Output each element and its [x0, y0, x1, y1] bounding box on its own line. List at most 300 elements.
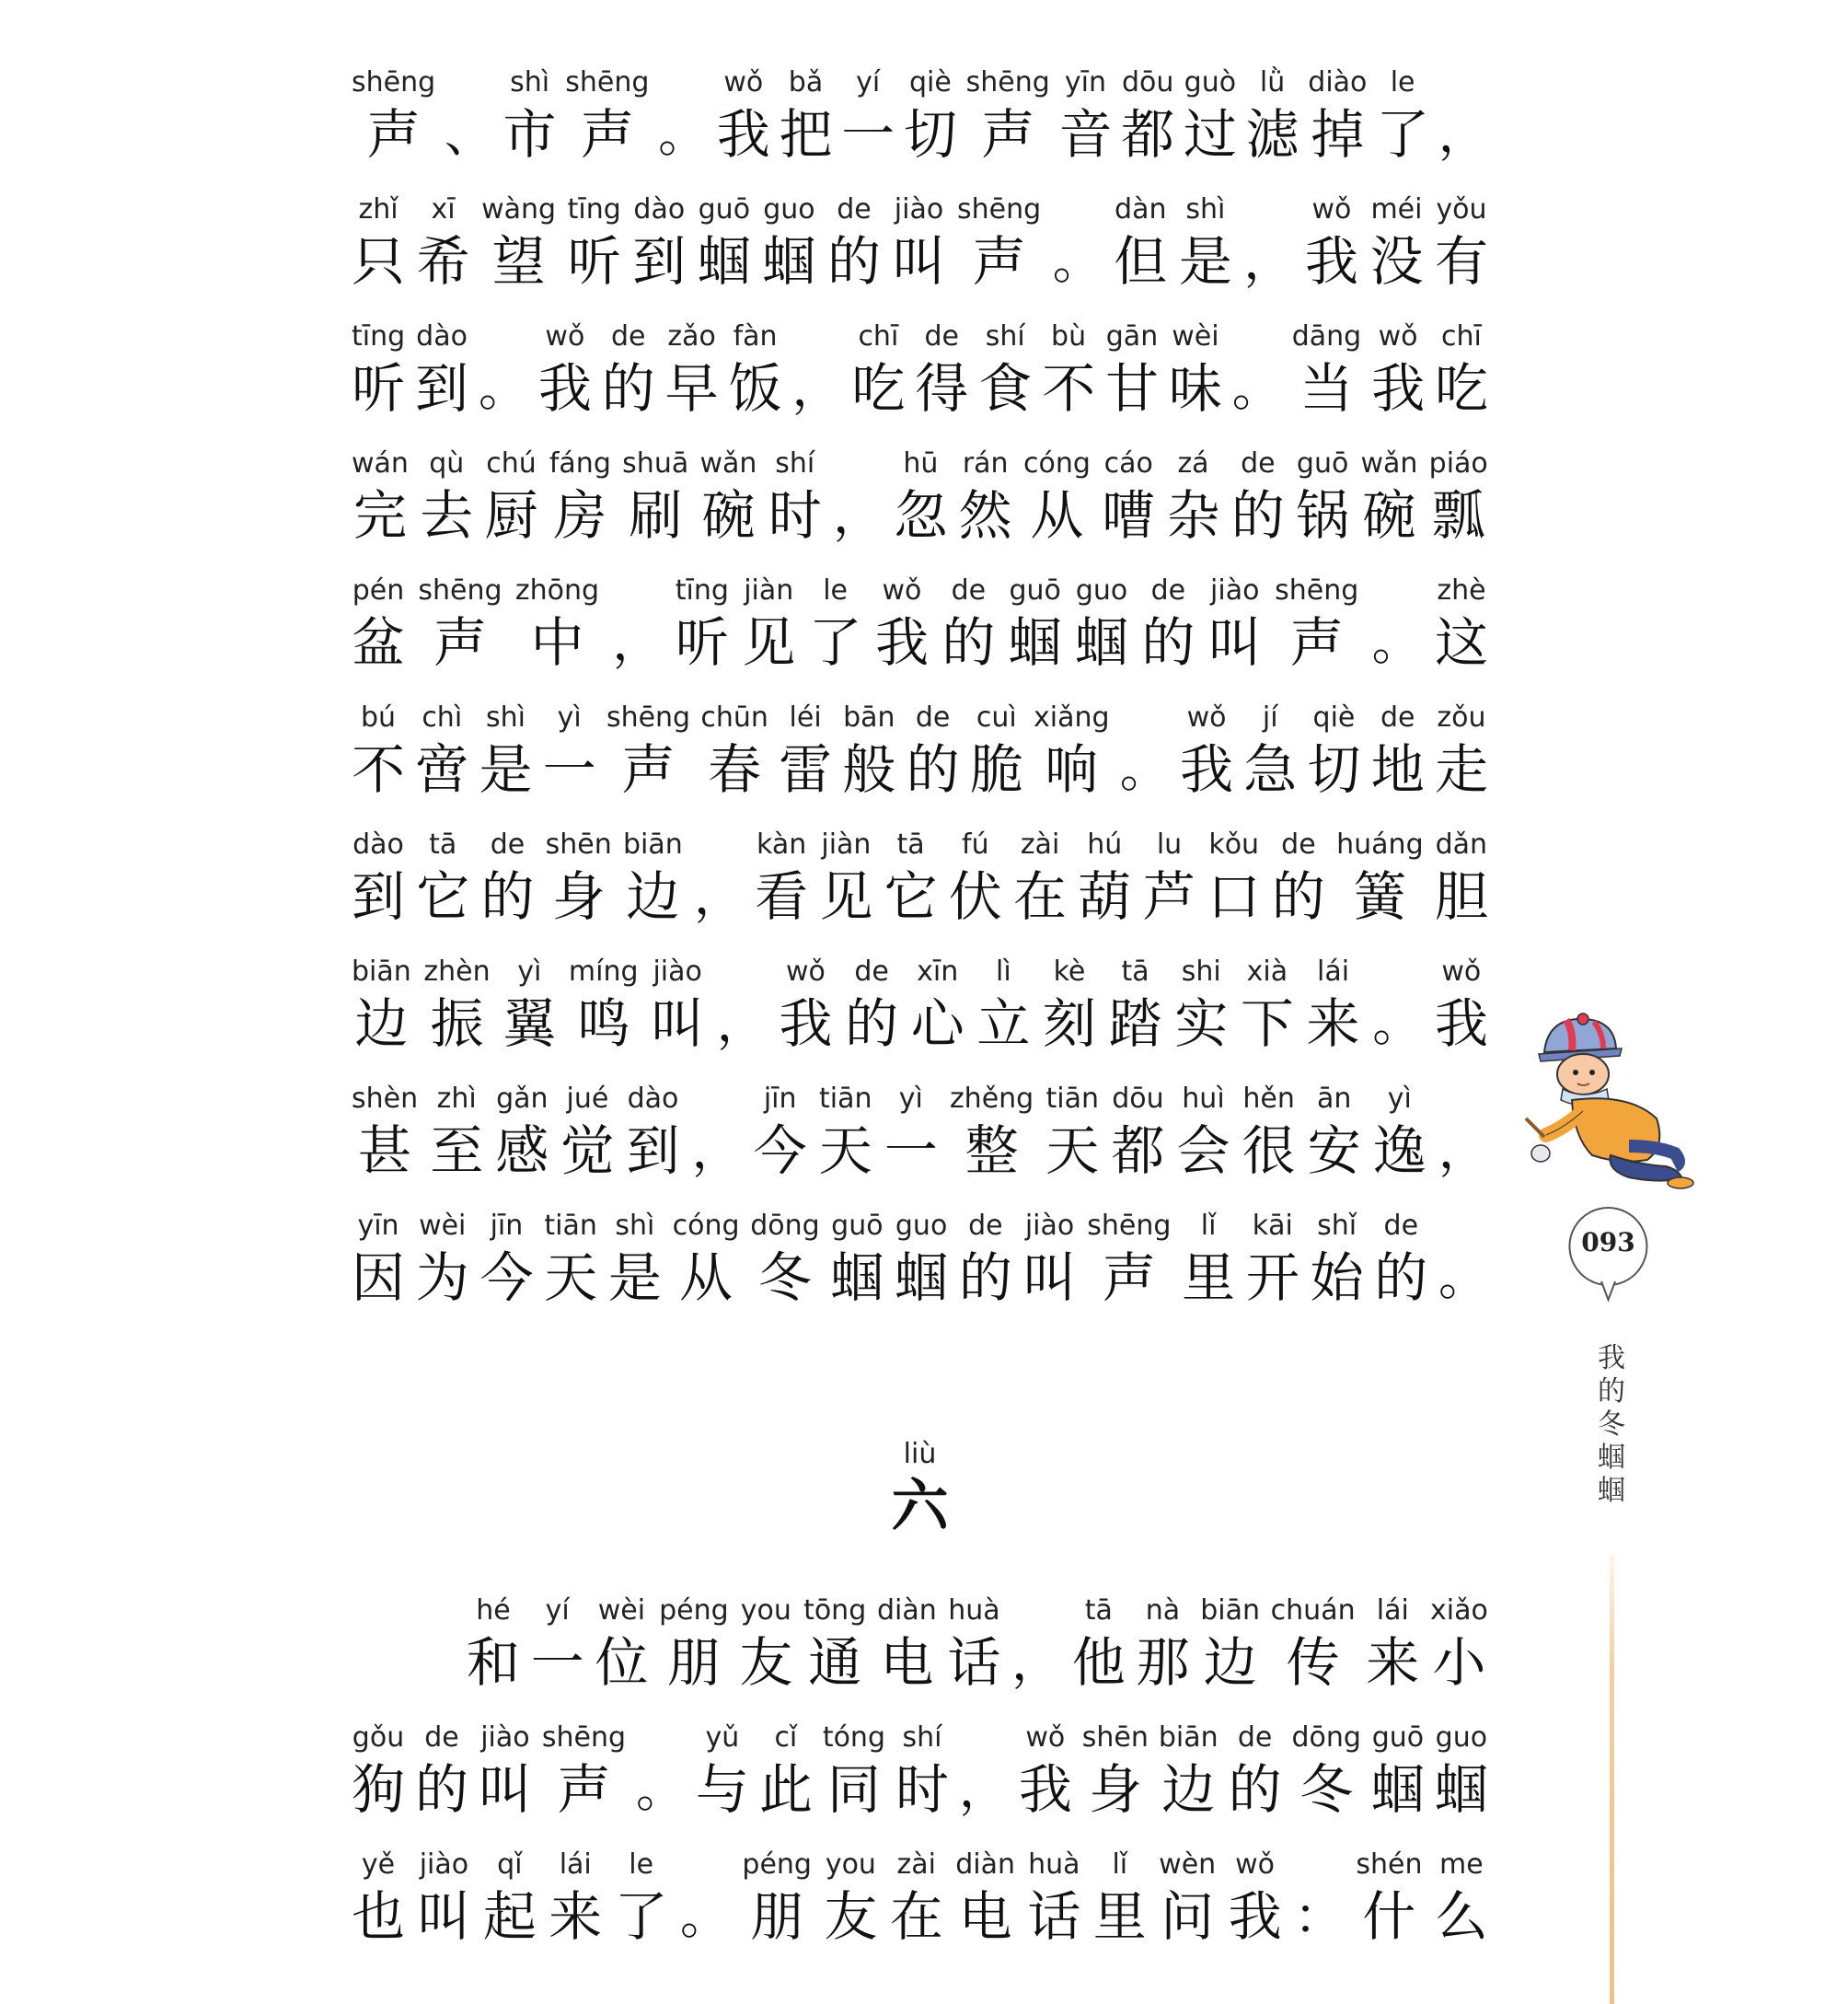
hanzi: 响: [1045, 738, 1099, 801]
text-line-row: [352, 319, 1488, 422]
hanzi: 的: [1374, 1246, 1428, 1309]
character-unit: [1241, 954, 1294, 1057]
pinyin: shēn: [1081, 1721, 1149, 1754]
character-unit: [467, 1593, 520, 1696]
character-unit: [1142, 827, 1195, 930]
hanzi: 蝈: [1434, 1758, 1488, 1821]
pinyin: jiàn: [821, 828, 872, 861]
character-unit: [698, 191, 751, 295]
hanzi: 听: [567, 230, 621, 293]
character-unit: [1034, 700, 1110, 803]
pinyin: lái: [1376, 1594, 1409, 1627]
hanzi: 整: [964, 1119, 1019, 1182]
hanzi: 它: [416, 865, 470, 928]
pinyin: péng: [742, 1848, 812, 1881]
character-unit: [542, 1720, 626, 1823]
hanzi: 我: [1180, 738, 1234, 801]
character-unit: [352, 64, 435, 168]
punctuation-unit: [1120, 700, 1170, 803]
hanzi: 我: [1228, 1885, 1282, 1948]
hanzi: 只: [352, 230, 406, 293]
pinyin: guo: [895, 1210, 948, 1242]
character-unit: [742, 573, 795, 676]
hanzi: 在: [889, 1885, 943, 1948]
hanzi: 冬: [757, 1246, 812, 1309]
character-unit: [352, 827, 405, 930]
character-unit: [1180, 700, 1233, 803]
character-unit: [780, 64, 833, 168]
hanzi: 但: [1114, 230, 1168, 293]
character-unit: [430, 1081, 483, 1184]
punctuation-unit: [658, 64, 708, 168]
pinyin: chuán: [1270, 1594, 1356, 1627]
hanzi: 了: [1376, 103, 1430, 166]
hanzi: 六: [891, 1472, 949, 1539]
pinyin: xiǎng: [1034, 701, 1110, 734]
pinyin: de: [951, 574, 987, 607]
pinyin: yǒu: [1436, 193, 1487, 226]
pinyin: wǒ: [1235, 1848, 1276, 1881]
hanzi: 杂: [1166, 484, 1220, 547]
pinyin: jiào: [653, 956, 702, 988]
pinyin: tīng: [675, 574, 729, 607]
pinyin: zǎo: [667, 320, 716, 353]
pinyin: yīn: [1064, 66, 1107, 98]
character-unit: [538, 319, 592, 422]
character-unit: [895, 1720, 949, 1823]
hanzi: 一: [841, 103, 895, 166]
pinyin: tā: [1084, 1594, 1113, 1627]
pinyin: dōu: [1121, 66, 1174, 98]
hanzi: 的: [480, 865, 535, 928]
pinyin: de: [915, 701, 951, 734]
text-line: [352, 1208, 1488, 1335]
character-unit: [907, 700, 960, 803]
character-unit: [768, 446, 822, 549]
character-unit: [1058, 64, 1112, 168]
pinyin: dōng: [750, 1210, 820, 1242]
character-unit: [1182, 1208, 1235, 1311]
pinyin: shì: [485, 701, 526, 734]
pinyin: kè: [1053, 956, 1086, 988]
character-unit: [1042, 319, 1095, 422]
character-unit: [1102, 446, 1155, 549]
hanzi: 至: [430, 1119, 484, 1182]
pinyin: wǒ: [882, 574, 922, 607]
pinyin: guō: [1009, 574, 1061, 607]
character-unit: [1308, 1081, 1361, 1184]
pinyin: qiè: [908, 66, 952, 98]
hanzi: 葫: [1078, 865, 1132, 928]
character-unit: [959, 446, 1012, 549]
character-unit: [352, 191, 405, 295]
hanzi: 是: [1178, 230, 1232, 293]
character-unit: [717, 64, 770, 168]
pinyin: hé: [476, 1594, 511, 1627]
character-unit: [595, 1593, 648, 1696]
pinyin: de: [1383, 1210, 1419, 1242]
hanzi: 蝈: [830, 1246, 884, 1309]
hanzi: 冬: [1299, 1758, 1354, 1821]
pinyin: wèi: [419, 1210, 467, 1242]
pinyin: jiàn: [744, 574, 794, 607]
hanzi: 声: [580, 103, 634, 166]
hanzi: 完: [352, 484, 407, 547]
punctuation-unit: [1438, 1208, 1488, 1311]
pinyin: de: [424, 1721, 459, 1754]
hanzi: 见: [819, 865, 873, 928]
hanzi: 声: [366, 103, 421, 166]
pinyin: zài: [896, 1848, 937, 1881]
hanzi: 蝈: [697, 230, 751, 293]
hanzi: 因: [352, 1246, 406, 1309]
pinyin: tiān: [819, 1083, 872, 1115]
punctuation-unit: [1294, 1847, 1344, 1950]
hanzi: 我: [1371, 357, 1426, 420]
text-line-row: [352, 954, 1488, 1057]
hanzi: 同: [826, 1758, 881, 1821]
character-unit: [1229, 1720, 1282, 1823]
pinyin: cǐ: [774, 1721, 798, 1754]
pinyin: qù: [429, 447, 465, 480]
hanzi: 今: [753, 1119, 807, 1182]
hanzi: 边: [626, 865, 680, 928]
hanzi: 碗: [701, 484, 756, 547]
hanzi: 盆: [352, 611, 406, 674]
character-unit: [626, 1081, 679, 1184]
hanzi: 通: [808, 1631, 862, 1694]
text-line: [352, 64, 1488, 191]
hanzi: 的: [1228, 1758, 1282, 1821]
pinyin: dōu: [1112, 1083, 1164, 1115]
punctuation-unit: [445, 64, 494, 168]
hanzi: 友: [824, 1885, 878, 1948]
character-unit: [696, 1720, 749, 1823]
pinyin: lái: [1317, 956, 1350, 988]
hanzi: 希: [416, 230, 470, 293]
hanzi: ，: [1011, 1633, 1062, 1691]
pinyin: wèi: [1172, 320, 1219, 353]
pinyin: tōng: [803, 1594, 867, 1627]
hanzi: 身: [551, 865, 606, 928]
pinyin: wèn: [1159, 1848, 1217, 1881]
character-unit: [1376, 64, 1429, 168]
hanzi: 甚: [358, 1119, 412, 1182]
hanzi: 过: [1183, 103, 1237, 166]
punctuation-unit: [636, 1720, 686, 1823]
text-line: [352, 1593, 1488, 1720]
pinyin: wǎn: [1360, 447, 1418, 480]
pinyin: shí: [985, 320, 1025, 353]
hanzi: 为: [415, 1246, 469, 1309]
hanzi: 。: [658, 105, 709, 163]
character-unit: [352, 573, 405, 676]
pinyin: wǒ: [1441, 956, 1482, 988]
hanzi: 。: [1052, 232, 1103, 290]
character-unit: [845, 954, 898, 1057]
hanzi: 吃: [851, 357, 906, 420]
hanzi: 房: [553, 484, 607, 547]
character-unit: [416, 1208, 469, 1311]
hanzi: 到: [352, 865, 406, 928]
pinyin: jīn: [763, 1083, 797, 1115]
hanzi: 急: [1243, 738, 1298, 801]
character-unit: [976, 954, 1030, 1057]
pinyin: wán: [352, 447, 409, 480]
hanzi: 簧: [1353, 865, 1407, 928]
character-unit: [673, 1208, 740, 1311]
character-unit: [352, 446, 409, 549]
pinyin: fáng: [549, 447, 611, 480]
character-unit: [415, 1720, 468, 1823]
character-unit: [959, 1208, 1012, 1311]
hanzi: ，: [833, 486, 884, 544]
pinyin: chú: [486, 447, 537, 480]
hanzi: 一: [884, 1119, 938, 1182]
hanzi: 去: [420, 484, 474, 547]
pinyin: xīn: [917, 956, 959, 988]
pinyin: yīn: [357, 1210, 399, 1242]
character-unit: [659, 1593, 729, 1696]
pinyin: biān: [622, 828, 683, 861]
character-unit: [739, 1593, 792, 1696]
character-unit: [1045, 1081, 1099, 1184]
hanzi: 都: [1121, 103, 1175, 166]
hanzi: 身: [1088, 1758, 1142, 1821]
pinyin: huì: [1182, 1083, 1225, 1115]
character-unit: [1373, 1081, 1426, 1184]
pinyin: dào: [416, 320, 468, 353]
hanzi: 到: [626, 1119, 680, 1182]
hanzi: 胆: [1434, 865, 1488, 928]
character-unit: [1013, 827, 1067, 930]
hanzi: 把: [779, 103, 833, 166]
hanzi: 中: [530, 611, 584, 674]
character-unit: [479, 1720, 532, 1823]
pinyin: le: [823, 574, 848, 607]
pinyin: wǒ: [1186, 701, 1227, 734]
hanzi: 叫: [892, 230, 946, 293]
hanzi: 这: [1434, 611, 1488, 674]
character-unit: [416, 827, 469, 930]
hanzi: 天: [544, 1246, 598, 1309]
text-line: [352, 573, 1488, 700]
pinyin: guō: [698, 193, 751, 226]
character-unit: [1369, 191, 1423, 295]
character-unit: [884, 1081, 938, 1184]
character-unit: [1429, 446, 1488, 549]
character-unit: [966, 64, 1050, 168]
hanzi: 的: [1141, 611, 1195, 674]
hanzi: 振: [430, 992, 484, 1055]
hanzi: 听: [675, 611, 729, 674]
punctuation-unit: [1232, 319, 1282, 422]
text-line-row: [352, 700, 1488, 803]
character-unit: [479, 1208, 533, 1311]
pinyin: de: [1281, 828, 1316, 861]
character-unit: [1111, 1081, 1164, 1184]
pinyin: lǐ: [1200, 1210, 1217, 1242]
pinyin: zǒu: [1437, 701, 1486, 734]
pinyin: lu: [1156, 828, 1183, 861]
character-unit: [1272, 827, 1325, 930]
hanzi: 我: [1434, 992, 1488, 1055]
character-unit: [546, 827, 612, 930]
text-line-row: [352, 1720, 1488, 1823]
hanzi: 。: [1371, 613, 1422, 671]
character-unit: [941, 573, 995, 676]
hanzi: ：: [1293, 1887, 1344, 1945]
pinyin: chī: [1441, 320, 1482, 353]
text-line: [352, 1081, 1488, 1208]
hanzi: 叫: [1207, 611, 1262, 674]
character-unit: [420, 446, 473, 549]
pinyin: nà: [1145, 1594, 1181, 1627]
hanzi: 友: [739, 1631, 793, 1694]
hanzi: 蝈: [1075, 611, 1129, 674]
character-unit: [851, 319, 905, 422]
hanzi: 狗: [352, 1758, 406, 1821]
punctuation-unit: [1372, 573, 1422, 676]
character-unit: [1360, 446, 1417, 549]
character-unit: [890, 1847, 943, 1950]
hanzi: 来: [1306, 992, 1360, 1055]
pinyin: tīng: [567, 193, 621, 226]
pinyin: wǒ: [1378, 320, 1418, 353]
hanzi: 刻: [1042, 992, 1096, 1055]
pinyin: rán: [962, 447, 1009, 480]
hanzi: 一: [530, 1631, 584, 1694]
pinyin: guō: [1296, 447, 1349, 480]
hanzi: 话: [1027, 1885, 1081, 1948]
pinyin: zhōng: [514, 574, 600, 607]
character-unit: [503, 64, 557, 168]
hanzi: ，: [1438, 1121, 1488, 1179]
character-unit: [1075, 573, 1128, 676]
character-unit: [884, 1436, 957, 1539]
hanzi: 立: [976, 992, 1031, 1055]
hanzi: 也: [352, 1885, 406, 1948]
pinyin: jiào: [480, 1721, 530, 1754]
character-unit: [1167, 446, 1220, 549]
character-unit: [1179, 191, 1232, 295]
character-unit: [502, 954, 556, 1057]
pinyin: hú: [1087, 828, 1123, 861]
pinyin: dào: [352, 828, 404, 861]
character-unit: [1229, 1847, 1282, 1950]
hanzi: 见: [742, 611, 796, 674]
pinyin: yí: [545, 1594, 570, 1627]
character-unit: [1169, 319, 1222, 422]
pinyin: shì: [615, 1210, 655, 1242]
text-line: [352, 446, 1488, 573]
character-unit: [875, 573, 929, 676]
hanzi: 是: [479, 738, 533, 801]
punctuation-unit: [833, 446, 883, 549]
hanzi: 碗: [1362, 484, 1416, 547]
hanzi: 。: [1438, 1248, 1488, 1306]
hanzi: 芦: [1142, 865, 1196, 928]
pinyin: biān: [352, 956, 411, 988]
hanzi: 话: [947, 1631, 1001, 1694]
character-unit: [755, 827, 808, 930]
pinyin: míng: [568, 956, 639, 988]
character-unit: [1435, 573, 1488, 676]
hanzi: 切: [903, 103, 957, 166]
pinyin: lǜ: [1259, 66, 1286, 98]
pinyin: ān: [1316, 1083, 1352, 1115]
pinyin: bù: [1051, 320, 1087, 353]
hanzi: 和: [467, 1631, 521, 1694]
pinyin: shì: [510, 66, 550, 98]
pinyin: zhǐ: [358, 193, 398, 226]
pinyin: xī: [431, 193, 456, 226]
punctuation-unit: [1438, 64, 1488, 168]
hanzi: 掉: [1311, 103, 1365, 166]
character-unit: [1371, 700, 1425, 803]
hanzi: 吃: [1434, 357, 1488, 420]
hanzi: 得: [915, 357, 969, 420]
pinyin: shí: [775, 447, 815, 480]
pinyin: dǎn: [1435, 828, 1488, 861]
character-unit: [1159, 1720, 1219, 1823]
character-unit: [779, 954, 832, 1057]
character-unit: [485, 446, 538, 549]
hanzi: 的: [906, 738, 960, 801]
pinyin: shēng: [565, 66, 650, 98]
hanzi: 逸: [1372, 1119, 1426, 1182]
side-decorative-rule: [1610, 1554, 1614, 2004]
character-unit: [352, 1081, 418, 1184]
pinyin: qǐ: [497, 1848, 523, 1881]
character-unit: [651, 954, 704, 1057]
pinyin: cáo: [1103, 447, 1153, 480]
character-unit: [819, 1081, 872, 1184]
hanzi: ，: [716, 994, 767, 1052]
pinyin: shǐ: [1317, 1210, 1357, 1242]
pinyin: kǒu: [1208, 828, 1260, 861]
character-unit: [1207, 827, 1261, 930]
pinyin: guo: [1435, 1721, 1488, 1754]
pinyin: shēng: [418, 574, 502, 607]
character-unit: [623, 827, 683, 930]
hanzi: 般: [842, 738, 896, 801]
character-unit: [827, 191, 881, 295]
character-unit: [1208, 573, 1262, 676]
character-unit: [742, 1847, 812, 1950]
hanzi: 饭: [728, 357, 782, 420]
pinyin: shēng: [965, 66, 1050, 98]
hanzi: 到: [632, 230, 687, 293]
pinyin: biān: [1158, 1721, 1219, 1754]
punctuation-unit: [959, 1720, 1009, 1823]
pinyin: diào: [1308, 66, 1368, 98]
hanzi: 。: [635, 1760, 686, 1818]
hanzi: 口: [1207, 865, 1261, 928]
pinyin: wǒ: [1311, 193, 1352, 226]
character-unit: [1082, 1720, 1149, 1823]
character-unit: [1174, 954, 1228, 1057]
character-unit: [700, 700, 768, 803]
pinyin: guò: [1184, 66, 1237, 98]
character-unit: [1366, 1593, 1419, 1696]
character-unit: [970, 700, 1023, 803]
character-unit: [418, 573, 502, 676]
hanzi: 切: [1307, 738, 1361, 801]
pinyin: guō: [831, 1210, 884, 1242]
pinyin: yì: [898, 1083, 923, 1115]
pinyin: gǒu: [352, 1721, 405, 1754]
